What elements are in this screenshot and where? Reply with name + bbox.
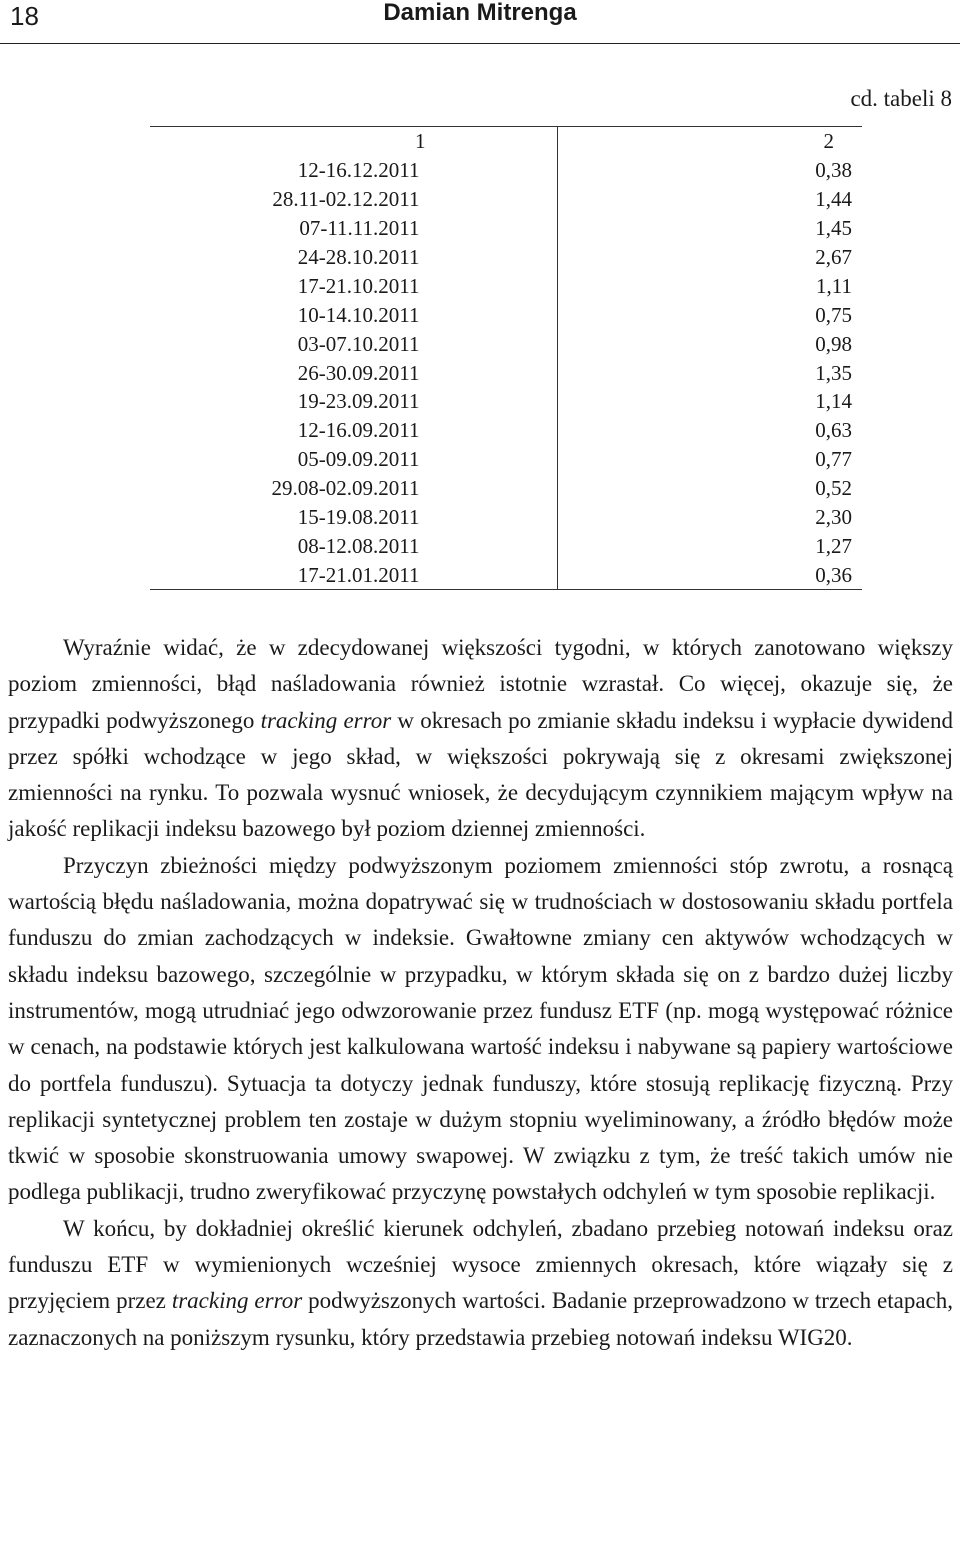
page-number: 18 [10, 1, 39, 31]
paragraph [8, 630, 953, 848]
value-cell: 0,36 [557, 560, 862, 589]
table-row [150, 416, 862, 445]
table-row [150, 214, 862, 243]
table-row [150, 474, 862, 503]
running-head: Damian Mitrenga [383, 0, 577, 26]
date-range-cell: 24-28.10.2011 [150, 243, 557, 272]
date-range-cell: 05-09.09.2011 [150, 445, 557, 474]
date-range-cell: 12-16.12.2011 [150, 156, 557, 185]
italic-term: tracking error [171, 1288, 303, 1314]
value-cell: 2,67 [815, 245, 852, 269]
paragraph-text: w okresach po zmianie składu indeksu i wypłacie dywidend przez spółki wchodzące w jego skład, w większości pokrywają się z okresami zwiększonej zmienności na rynku. To pozwala wysnuć wniosek, że decydującym czynnikiem mającym wpływ na jakość replikacji indeksu bazowego był poziom dziennej zmienności. [8, 707, 953, 842]
paragraph: Przyczyn zbieżności między podwyższonym poziomem zmienności stóp zwrotu, a rosnącą wartością błędu naśladowania, można dopatrywać się w trudnościach w dostosowaniu składu portfela funduszu do zmian zachodzących w indeksie. Gwałtowne zmiany cen aktywów wchodzących w składu indeksu bazowego, szczególnie w przypadku, w którym składa się on z bardzo dużej liczby instrumentów, mogą utrudniać jego odwzorowanie przez fundusz ETF (np. mogą występować różnice w cenach, na podstawie których jest kalkulowana wartość indeksu i nabywane są papiery wartościowe do portfela funduszu). Sytuacja ta dotyczy jednak funduszy, które stosują replikację fizyczną. Przy replikacji syntetycznej problem ten zostaje w dużym stopniu wyeliminowany, a źródło błędów może tkwić w sposobie skonstruowania umowy swapowej. W związku z tym, że treść takich umów nie podlega publikacji, trudno zweryfikować przyczynę powstałych odchyleń w tym sposobie replikacji. [8, 852, 953, 1205]
value-cell: 2,30 [815, 505, 852, 530]
date-range-cell: 26-30.09.2011 [150, 358, 557, 387]
table-row [150, 243, 862, 272]
date-range-cell: 17-21.01.2011 [150, 560, 557, 589]
table-row [150, 560, 862, 589]
date-range-cell: 03-07.10.2011 [150, 329, 557, 358]
value-cell: 0,98 [815, 331, 852, 356]
date-range-cell: 28.11-02.12.2011 [150, 185, 557, 214]
table-row [150, 185, 862, 214]
date-range-cell: 15-19.08.2011 [150, 503, 557, 532]
table-header-cell: 1 [150, 127, 557, 156]
paragraph-text: Wyraźnie widać, że w zdecydowanej większości tygodni, w których zanotowano większy poziom zmienności, błąd naśladowania również istotnie wzrastał. Co więcej, okazuje się, że przypadki podwyższonego [8, 635, 953, 733]
table-row [150, 329, 862, 358]
date-range-cell: 17-21.10.2011 [150, 271, 557, 300]
date-range-cell: 10-14.10.2011 [150, 300, 557, 329]
italic-term: tracking error [260, 707, 392, 733]
value-cell: 1,27 [815, 533, 852, 558]
table-row [150, 156, 862, 185]
date-range-cell: 19-23.09.2011 [150, 387, 557, 416]
table-continuation-label: cd. tabeli 8 [850, 86, 952, 111]
value-cell: 1,14 [815, 389, 852, 414]
table-row [150, 531, 862, 560]
paragraph-text: podwyższonych wartości. Badanie przeprowadzono w trzech etapach, zaznaczonych na poniższym rysunku, który przedstawia przebieg notowań indeksu WIG20. [8, 1288, 954, 1350]
value-cell: 0,75 [815, 302, 852, 327]
value-cell: 1,45 [815, 216, 852, 241]
paragraph [8, 1211, 953, 1356]
value-cell: 1,44 [815, 187, 852, 212]
value-cell: 0,52 [815, 476, 852, 501]
data-table [150, 126, 862, 590]
paragraph-text: W końcu, by dokładniej określić kierunek odchyleń, zbadano przebieg notowań indeksu oraz funduszu ETF w wymienionych wcześniej wysoce zmiennych okresach, które wiązały się z przyjęciem przez [8, 1215, 953, 1314]
page-header [0, 0, 960, 44]
value-cell: 1,11 [816, 273, 852, 298]
date-range-cell: 29.08-02.09.2011 [150, 474, 557, 503]
table-header-cell: 2 [557, 127, 862, 156]
date-range-cell: 07-11.11.2011 [150, 214, 557, 243]
value-cell: 0,38 [815, 158, 852, 183]
date-range-cell: 12-16.09.2011 [150, 416, 557, 445]
value-cell: 1,35 [815, 360, 852, 385]
table-row [150, 387, 862, 416]
table-header-row [150, 127, 862, 156]
date-range-cell: 08-12.08.2011 [150, 531, 557, 560]
value-cell: 0,63 [815, 418, 852, 443]
table-row [150, 445, 862, 474]
table-row [150, 358, 862, 387]
table-row [150, 503, 862, 532]
table-row [150, 300, 862, 329]
body-text [8, 630, 953, 1356]
table-row [150, 271, 862, 300]
value-cell: 0,77 [815, 447, 852, 472]
